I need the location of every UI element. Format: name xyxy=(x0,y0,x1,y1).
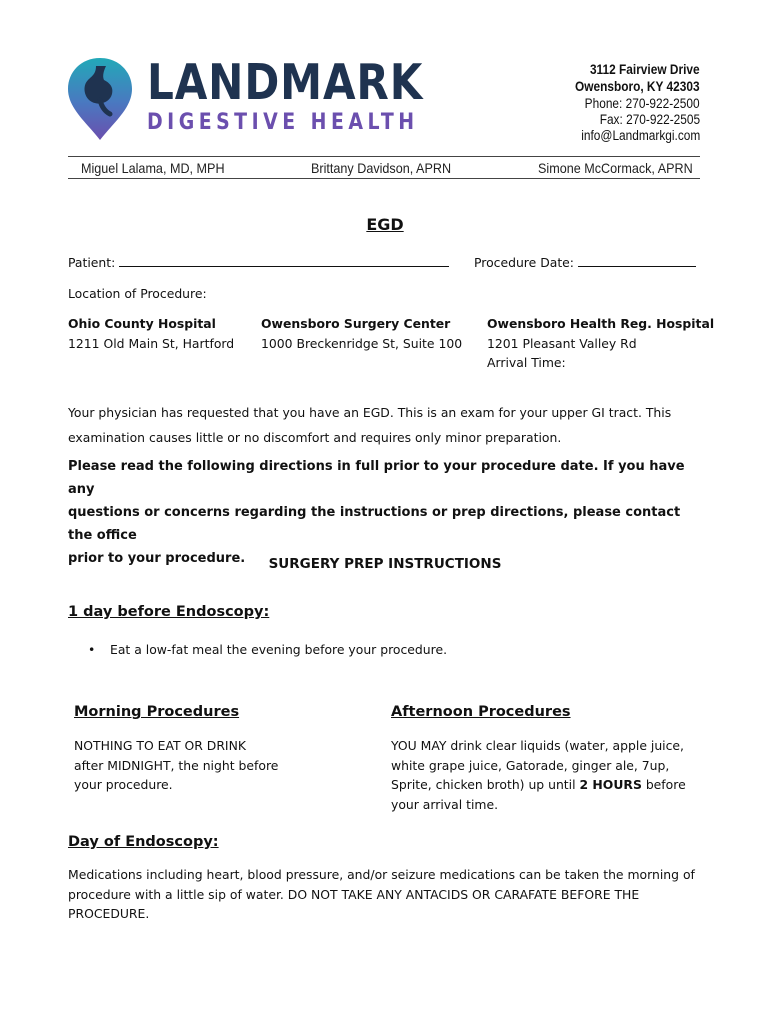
doctor-1: Miguel Lalama, MD, MPH xyxy=(81,160,225,176)
morning-line: NOTHING TO EAT OR DRINK xyxy=(74,738,246,753)
afternoon-heading: Afternoon Procedures xyxy=(391,704,571,720)
notice-line: Please read the following directions in full prior to your procedure date. If you have any xyxy=(68,459,685,497)
patient-field xyxy=(68,254,449,270)
phone-number: Phone: 270-922-2500 xyxy=(585,96,700,111)
afternoon-line: your arrival time. xyxy=(391,796,499,812)
morning-line: your procedure. xyxy=(74,777,173,792)
afternoon-instructions xyxy=(391,736,686,814)
patient-blank xyxy=(119,254,449,267)
procedure-date-label: Procedure Date: xyxy=(474,255,574,270)
day-of-line: procedure with a little sip of water. DO NOT TAKE ANY ANTACIDS OR CARAFATE BEFORE THE xyxy=(68,886,640,902)
day-of-heading: Day of Endoscopy: xyxy=(68,834,219,850)
afternoon-bold: 2 HOURS xyxy=(579,777,642,792)
day-before-heading: 1 day before Endoscopy: xyxy=(68,604,270,620)
day-before-bullet xyxy=(88,642,447,657)
logo-wordmark: LANDMARK xyxy=(147,54,424,111)
afternoon-line: white grape juice, Gatorade, ginger ale, 7up, xyxy=(391,757,670,773)
location-owensboro-health xyxy=(487,314,714,373)
intro-paragraph xyxy=(68,401,708,450)
intro-line: Your physician has requested that you have an EGD. This is an exam for your upper GI tract. This xyxy=(68,405,672,420)
location-name: Owensboro Health Reg. Hospital xyxy=(487,316,715,331)
day-of-line: PROCEDURE. xyxy=(68,906,150,921)
location-name: Ohio County Hospital xyxy=(68,316,216,331)
bullet-text: Eat a low-fat meal the evening before your procedure. xyxy=(110,642,448,657)
prep-heading: SURGERY PREP INSTRUCTIONS xyxy=(268,556,502,572)
procedure-date-blank xyxy=(578,254,696,267)
bullet-icon: • xyxy=(88,642,96,657)
header-divider-bottom xyxy=(68,178,700,179)
fax-number: Fax: 270-922-2505 xyxy=(599,112,700,127)
afternoon-line: YOU MAY drink clear liquids (water, apple juice, xyxy=(391,738,684,753)
header-divider-top xyxy=(68,156,700,157)
morning-instructions xyxy=(74,736,278,795)
address-line2: Owensboro, KY 42303 xyxy=(575,79,700,94)
logo-subtitle: DIGESTIVE HEALTH xyxy=(147,110,419,135)
arrival-time-label: Arrival Time: xyxy=(487,355,566,370)
location-ohio-county xyxy=(68,314,234,353)
afternoon-line xyxy=(391,775,686,795)
notice-paragraph xyxy=(68,455,708,570)
patient-label: Patient: xyxy=(68,255,116,270)
procedure-date-field xyxy=(474,254,696,270)
day-of-instructions xyxy=(68,865,718,924)
doctor-3: Simone McCormack, APRN xyxy=(538,160,693,176)
page-title: EGD xyxy=(366,215,404,234)
landmark-logo-icon xyxy=(66,56,134,142)
location-address: 1201 Pleasant Valley Rd xyxy=(487,335,637,351)
doctor-2: Brittany Davidson, APRN xyxy=(311,160,452,176)
intro-line: examination causes little or no discomfort and requires only minor preparation. xyxy=(68,429,562,445)
address-line1: 3112 Fairview Drive xyxy=(590,62,700,77)
location-address: 1211 Old Main St, Hartford xyxy=(68,335,235,351)
morning-heading: Morning Procedures xyxy=(74,704,240,720)
email-address: info@Landmarkgi.com xyxy=(580,128,700,143)
location-name: Owensboro Surgery Center xyxy=(261,316,451,331)
afternoon-text: Sprite, chicken broth) up until xyxy=(391,777,580,792)
notice-line: questions or concerns regarding the instructions or prep directions, please contact the office xyxy=(68,505,681,543)
location-address: 1000 Breckenridge St, Suite 100 xyxy=(261,335,463,351)
location-label: Location of Procedure: xyxy=(68,286,207,301)
location-owensboro-surgery xyxy=(261,314,462,353)
day-of-line: Medications including heart, blood pressure, and/or seizure medications can be taken the morning of xyxy=(68,867,695,882)
afternoon-text: before xyxy=(641,777,686,792)
notice-line: prior to your procedure. xyxy=(68,551,246,566)
morning-line: after MIDNIGHT, the night before xyxy=(74,757,279,773)
